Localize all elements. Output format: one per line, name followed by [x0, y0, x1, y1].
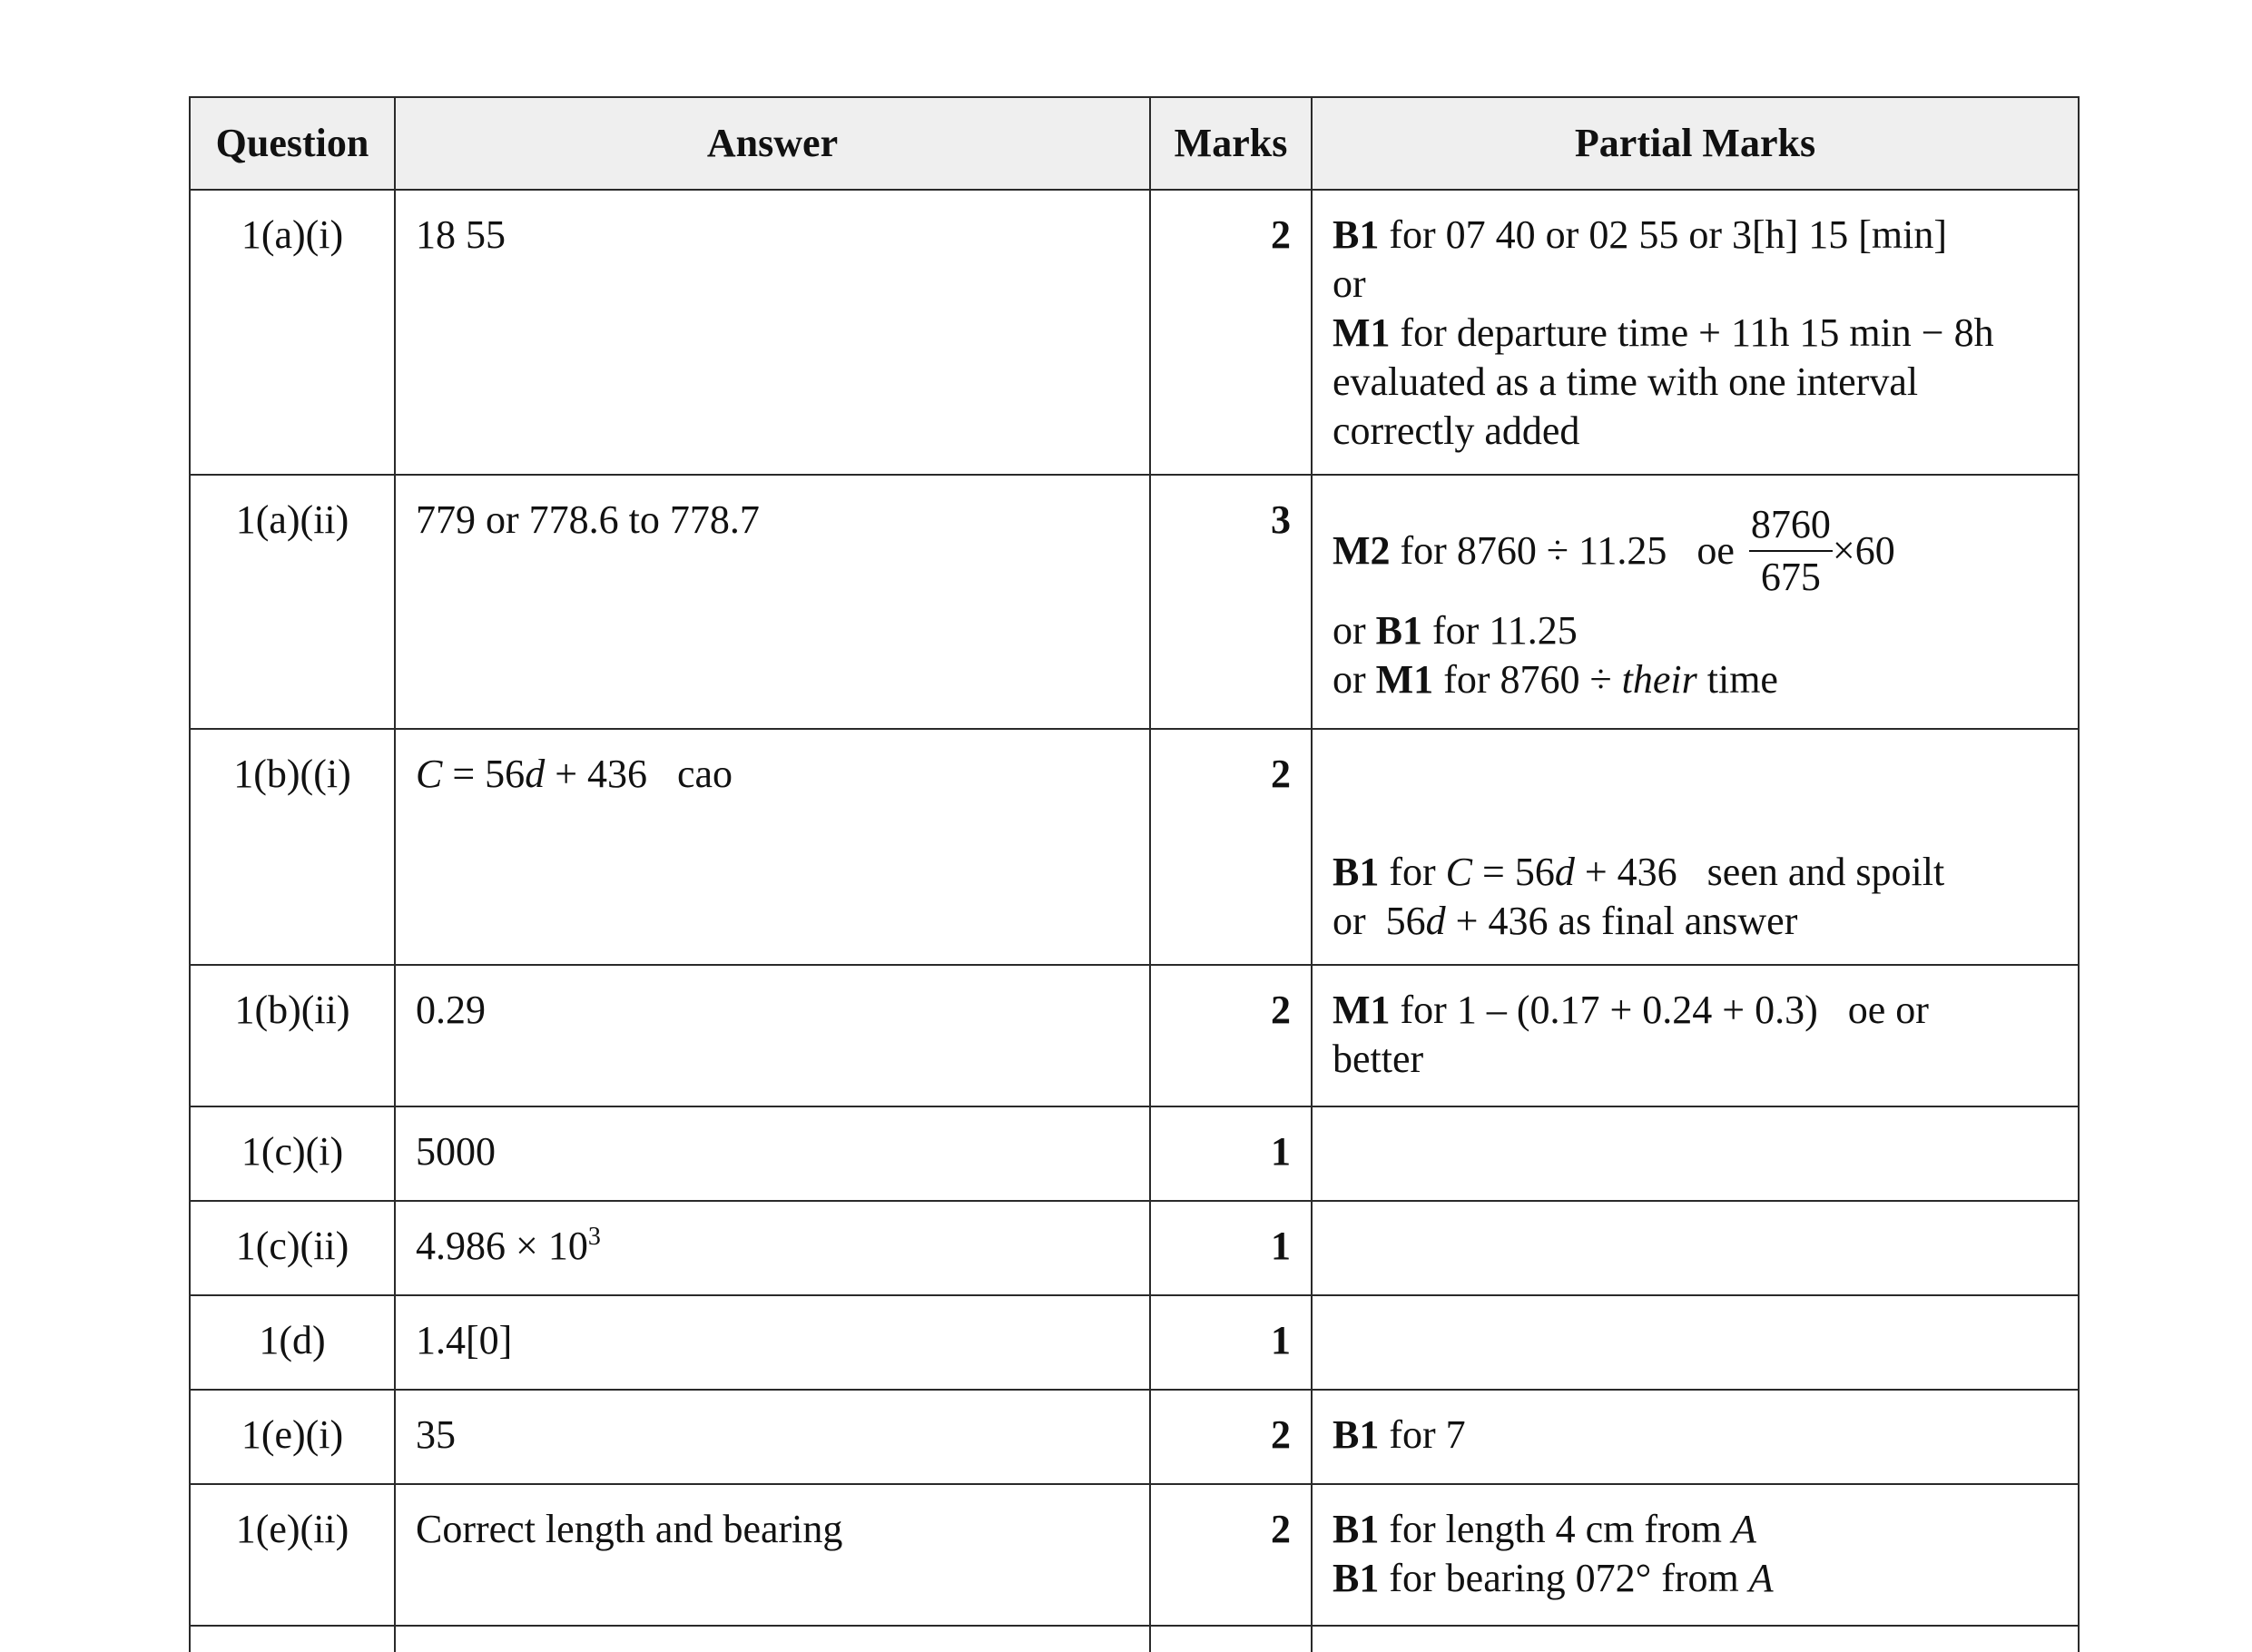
mark-scheme-table — [189, 96, 2080, 1652]
partial-line — [1333, 1505, 2058, 1554]
partial-marks-cell — [1312, 1390, 2079, 1484]
variable: C — [416, 752, 443, 796]
answer-cell — [395, 1201, 1150, 1295]
variable: C — [1445, 850, 1473, 894]
question-cell: 1(a)(ii) — [190, 475, 395, 729]
marks-cell — [1150, 1626, 1312, 1652]
answer-cell: 1.4[0] — [395, 1295, 1150, 1390]
partial-marks-cell — [1312, 1201, 2079, 1295]
answer-cell: 35 — [395, 1390, 1150, 1484]
table-row — [190, 475, 2079, 729]
mark-code: M2 — [1333, 528, 1391, 573]
italic-text: their — [1621, 657, 1697, 702]
partial-text: for 1 – (0.17 + 0.24 + 0.3) oe or — [1390, 988, 1929, 1032]
header-question: Question — [190, 97, 395, 190]
fraction — [1749, 503, 1833, 599]
variable: d — [1554, 850, 1575, 894]
table-row — [190, 1106, 2079, 1201]
question-cell — [190, 1626, 395, 1652]
partial-text: for 7 — [1379, 1412, 1466, 1457]
answer-text: 4.986 × 10 — [416, 1224, 588, 1268]
table-row — [190, 190, 2079, 475]
partial-text: for departure time + 11h 15 min − 8h — [1390, 310, 1994, 355]
mark-code: B1 — [1333, 1412, 1380, 1457]
answer-cell: 18 55 — [395, 190, 1150, 475]
partial-text: + 436 seen and spoilt — [1574, 850, 1945, 894]
partial-text: for 8760 ÷ 11.25 oe — [1390, 528, 1735, 573]
partial-text: or — [1333, 608, 1376, 653]
variable: A — [1731, 1507, 1756, 1551]
marks-cell: 2 — [1150, 729, 1312, 965]
marks-cell: 1 — [1150, 1106, 1312, 1201]
partial-text: for — [1379, 850, 1446, 894]
fraction-denominator: 675 — [1760, 555, 1821, 599]
partial-line: better — [1333, 1037, 1424, 1081]
marks-cell: 3 — [1150, 475, 1312, 729]
fraction-numerator: 8760 — [1749, 503, 1833, 552]
answer-cell: 0.29 — [395, 965, 1150, 1106]
partial-text: time — [1696, 657, 1778, 702]
partial-text: for 07 40 or 02 55 or 3[h] 15 [min] — [1379, 212, 1948, 257]
answer-text: = 56 — [442, 752, 526, 796]
question-cell: 1(a)(i) — [190, 190, 395, 475]
table-row-partial — [190, 1626, 2079, 1652]
marks-cell: 2 — [1150, 965, 1312, 1106]
variable: d — [1425, 899, 1446, 943]
table-row — [190, 1484, 2079, 1626]
header-answer: Answer — [395, 97, 1150, 190]
partial-text: or 56 — [1333, 899, 1426, 943]
table-row — [190, 1295, 2079, 1390]
mark-code: M1 — [1333, 310, 1391, 355]
table-row — [190, 965, 2079, 1106]
answer-cell: 5000 — [395, 1106, 1150, 1201]
partial-text: ×60 — [1832, 528, 1895, 573]
marks-cell: 1 — [1150, 1201, 1312, 1295]
partial-text: for bearing 072° from — [1379, 1556, 1749, 1600]
partial-text: for 8760 ÷ — [1433, 657, 1622, 702]
marks-cell: 1 — [1150, 1295, 1312, 1390]
mark-code: M1 — [1375, 657, 1434, 702]
question-cell: 1(e)(ii) — [190, 1484, 395, 1626]
table-row — [190, 1390, 2079, 1484]
partial-line — [1333, 606, 2058, 655]
marks-cell: 2 — [1150, 1390, 1312, 1484]
partial-marks-cell — [1312, 1106, 2079, 1201]
partial-line: or — [1333, 261, 1366, 306]
partial-text: or — [1333, 657, 1376, 702]
partial-line — [1333, 309, 2058, 358]
answer-cell — [395, 1626, 1150, 1652]
header-row — [190, 97, 2079, 190]
partial-text: for length 4 cm from — [1379, 1507, 1732, 1551]
answer-cell — [395, 729, 1150, 965]
answer-cell: 779 or 778.6 to 778.7 — [395, 475, 1150, 729]
mark-code: M1 — [1333, 988, 1391, 1032]
partial-marks-cell — [1312, 1295, 2079, 1390]
partial-marks-cell — [1312, 475, 2079, 729]
mark-code: B1 — [1333, 1507, 1380, 1551]
partial-line — [1333, 1411, 2058, 1460]
partial-line-fraction — [1333, 503, 2058, 599]
question-cell: 1(c)(ii) — [190, 1201, 395, 1295]
partial-line: evaluated as a time with one interval — [1333, 359, 1919, 404]
mark-code: B1 — [1333, 1556, 1380, 1600]
header-marks: Marks — [1150, 97, 1312, 190]
table-row — [190, 1201, 2079, 1295]
header-partial-marks: Partial Marks — [1312, 97, 2079, 190]
partial-marks-cell — [1312, 1626, 2079, 1652]
partial-text: = 56 — [1472, 850, 1555, 894]
marks-cell: 2 — [1150, 190, 1312, 475]
marks-cell: 2 — [1150, 1484, 1312, 1626]
answer-cell: Correct length and bearing — [395, 1484, 1150, 1626]
variable: d — [525, 752, 546, 796]
partial-line — [1333, 1554, 2058, 1603]
partial-line — [1333, 211, 2058, 260]
mark-code: B1 — [1333, 212, 1380, 257]
question-cell: 1(b)((i) — [190, 729, 395, 965]
question-cell: 1(b)(ii) — [190, 965, 395, 1106]
partial-text: for 11.25 — [1422, 608, 1578, 653]
variable: A — [1748, 1556, 1774, 1600]
answer-text: + 436 cao — [545, 752, 733, 796]
partial-marks-cell — [1312, 1484, 2079, 1626]
partial-marks-cell — [1312, 729, 2079, 965]
partial-marks-cell — [1312, 190, 2079, 475]
mark-code: B1 — [1333, 850, 1380, 894]
question-cell: 1(d) — [190, 1295, 395, 1390]
exponent: 3 — [587, 1223, 601, 1251]
mark-code: B1 — [1375, 608, 1423, 653]
partial-line — [1333, 655, 2058, 704]
partial-text: + 436 as final answer — [1445, 899, 1798, 943]
partial-line: correctly added — [1333, 408, 1580, 453]
question-cell: 1(e)(i) — [190, 1390, 395, 1484]
question-cell: 1(c)(i) — [190, 1106, 395, 1201]
table-row — [190, 729, 2079, 965]
partial-line — [1333, 986, 2058, 1035]
partial-line — [1333, 897, 2058, 946]
partial-marks-cell — [1312, 965, 2079, 1106]
partial-line — [1333, 848, 2058, 897]
